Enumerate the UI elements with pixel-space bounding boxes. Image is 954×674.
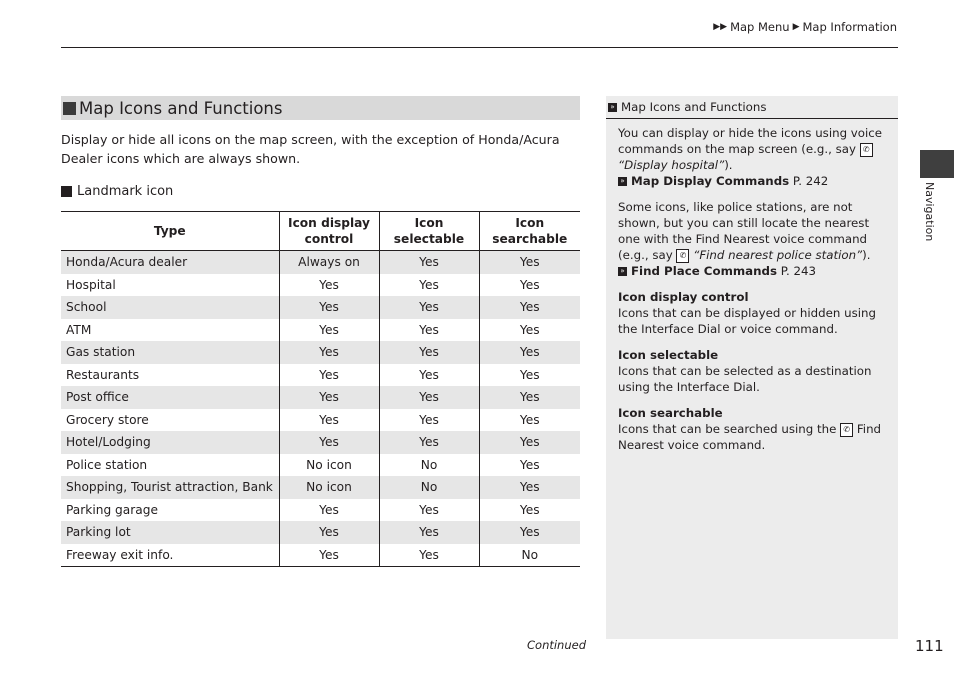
table-cell: Yes [279,319,379,342]
table-cell: Yes [279,296,379,319]
table-cell: Police station [66,457,148,472]
table-cell: Yes [479,521,580,544]
link-arrow-icon: » [618,177,627,186]
sidebar-header [606,96,898,119]
section-tab-label: Navigation [923,182,936,242]
table-cell: Yes [279,409,379,432]
page-number: 111 [915,637,944,655]
square-bullet-icon [61,186,72,197]
table-cell: Gas station [61,341,279,364]
table-cell: Yes [379,251,479,274]
table-row [61,521,580,544]
table-cell: Yes [479,364,580,387]
note-text-end: ). [862,248,871,262]
voice-talk-icon: ✆ [860,143,873,157]
table-cell: Yes [279,431,379,454]
table-cell: Yes [379,319,479,342]
definition-text-end: Find Nearest voice command. [618,422,882,452]
continued-label: Continued [527,638,587,652]
table-cell: Always on [279,251,379,274]
link-arrow-icon: » [618,267,627,276]
table-cell: No [379,476,479,499]
link-find-place-commands[interactable]: Find Place Commands [631,264,777,278]
table-cell: Shopping, Tourist attraction, Bank [61,476,279,499]
table-cell: Yes [279,386,379,409]
definition-text: Icons that can be displayed or hidden using the Interface Dial or voice command. [618,306,876,336]
landmark-icon-table [61,211,580,567]
table-cell: Yes [479,431,580,454]
table-cell: Grocery store [66,412,149,427]
sidebar-title: Map Icons and Functions [621,100,767,114]
table-cell: Yes [479,251,580,274]
header-divider [61,47,898,48]
table-cell: Restaurants [66,367,140,382]
note-quote: “Display hospital” [618,158,725,172]
table-row [61,386,580,409]
column-header-selectable: Icon selectable [379,212,479,251]
table-cell: Freeway exit info. [61,544,279,567]
table-cell: Yes [279,544,379,567]
link-map-display-commands[interactable]: Map Display Commands [631,174,790,188]
table-cell: Yes [479,454,580,477]
table-cell: Yes [379,364,479,387]
table-cell: Yes [479,386,580,409]
note-text: You can display or hide the icons using voice commands on the map screen (e.g., say [618,126,883,156]
section-header [61,96,580,120]
definition-term: Icon selectable [618,348,719,362]
table-cell: Yes [479,341,580,364]
voice-talk-icon: ✆ [840,423,853,437]
table-row [61,364,580,387]
table-cell: No icon [279,476,379,499]
table-cell: Yes [279,499,379,522]
note-text: Some icons, like police stations, are not shown, but you can still locate the nearest one with the Find Nearest voice command (e.g., say [618,200,870,262]
breadcrumb [713,20,897,34]
intro-paragraph: Display or hide all icons on the map screen, with the exception of Honda/Acura Dealer icons which are always shown. [61,132,560,166]
table-cell: Yes [379,499,479,522]
reference-icon: » [608,103,617,112]
breadcrumb-item-map-information[interactable]: Map Information [802,20,897,34]
table-cell: No [379,454,479,477]
voice-talk-icon: ✆ [676,249,689,263]
table-cell: Yes [279,274,379,297]
table-row [61,296,580,319]
note-text-end: ). [724,158,733,172]
breadcrumb-item-map-menu[interactable]: Map Menu [730,20,790,34]
link-page[interactable]: P. 242 [792,174,829,188]
definition-text: Icons that can be selected as a destination using the Interface Dial. [618,364,872,394]
table-row [61,476,580,499]
column-header-display-control: Icon display control [279,212,379,251]
table-cell: Yes [379,521,479,544]
link-page[interactable]: P. 243 [780,264,817,278]
table-cell: Post office [61,386,279,409]
note-quote: “Find nearest police station” [693,248,863,262]
voice-command-note [618,125,886,189]
table-cell: Yes [479,296,580,319]
table-cell: Yes [479,499,580,522]
table-cell: Yes [379,296,479,319]
table-cell: Honda/Acura dealer [61,251,279,274]
table-cell: Hospital [66,277,116,292]
column-header-type: Type [61,212,279,251]
definition-term: Icon display control [618,290,749,304]
sidebar-notes [606,96,898,639]
table-cell: Yes [279,341,379,364]
definition-text: Icons that can be searched using the [618,422,837,436]
table-cell: Yes [379,274,479,297]
square-bullet-icon [63,102,76,115]
table-cell: School [61,296,279,319]
table-row [61,431,580,454]
definition-searchable [618,405,886,453]
column-header-searchable: Icon searchable [479,212,580,251]
table-row [61,544,580,567]
arrow-icon: ▶ [792,22,800,32]
table-cell: Hotel/Lodging [61,431,279,454]
table-cell: Parking garage [66,502,158,517]
definition-term: Icon searchable [618,406,723,420]
table-cell: Yes [479,274,580,297]
table-row [61,274,580,297]
definition-display-control [618,289,886,337]
table-cell: Yes [379,544,479,567]
table-cell: Yes [379,341,479,364]
arrow-icon: ▶▶ [713,22,728,32]
table-cell: ATM [66,322,92,337]
subheading [61,184,173,199]
table-cell: Yes [379,431,479,454]
table-row [61,341,580,364]
table-cell: Parking lot [61,521,279,544]
table-row [61,454,580,477]
table-cell: Yes [279,521,379,544]
definition-selectable [618,347,886,395]
table-row [61,409,580,432]
section-tab-marker [920,150,954,178]
table-header-row [61,212,580,251]
table-cell: Yes [379,409,479,432]
table-cell: No icon [279,454,379,477]
table-cell: Yes [479,409,580,432]
find-nearest-note [618,199,886,279]
table-cell: Yes [479,319,580,342]
table-cell: Yes [279,364,379,387]
table-cell: Yes [379,386,479,409]
table-row [61,319,580,342]
table-row [61,499,580,522]
table-row [61,251,580,274]
table-cell: No [479,544,580,567]
section-title: Map Icons and Functions [79,98,283,118]
table-cell: Yes [479,476,580,499]
subheading-text: Landmark icon [77,184,174,199]
